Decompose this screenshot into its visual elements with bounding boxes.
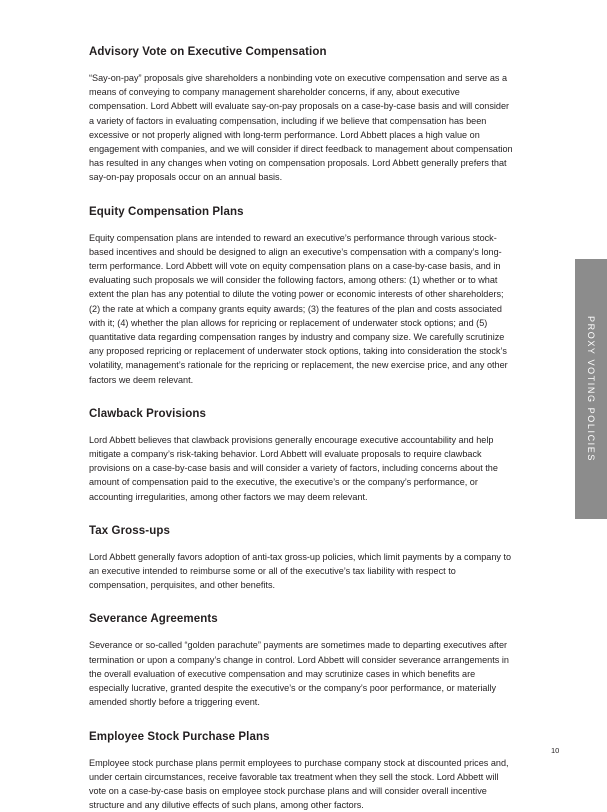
section-body: Lord Abbett believes that clawback provisions generally encourage executive accountability and help mitigate a company’s risk-taking behavior. Lord Abbett will evaluate proposals to require clawback provisions on a case-by-case basis and will consider a variety of factors, including concerns about the amount of compensation paid to the executive, the executive’s or the company’s performance, or accounting irregularities, among other factors we may deem relevant. [89, 433, 516, 504]
section-heading: Severance Agreements [89, 613, 516, 625]
side-tab [575, 259, 607, 519]
section-body: Lord Abbett generally favors adoption of anti-tax gross-up policies, which limit payments by a company to an executive intended to reimburse some or all of the executive’s tax liability with respect to compensation, perquisites, and other benefits. [89, 550, 516, 593]
section-employee-stock-purchase-plans [89, 731, 516, 812]
section-heading: Clawback Provisions [89, 408, 516, 420]
section-tax-gross-ups [89, 525, 516, 593]
section-heading: Advisory Vote on Executive Compensation [89, 46, 516, 58]
section-heading: Employee Stock Purchase Plans [89, 731, 516, 743]
section-equity-compensation-plans [89, 206, 516, 387]
section-heading: Equity Compensation Plans [89, 206, 516, 218]
section-body: “Say-on-pay” proposals give shareholders a nonbinding vote on executive compensation and serve as a means of conveying to company management shareholder concerns, if any, about executive compensation. Lord Abbett will evaluate say-on-pay proposals on a case-by-case basis and will consider a variety of factors in evaluating compensation, including if we believe that compensation has been excessive or not properly aligned with long-term performance. Lord Abbett places a high value on engagement with companies, and we will consider if direct feedback to management about compensation has resulted in any changes when voting on compensation proposals. Lord Abbett generally prefers that say-on-pay proposals occur on an annual basis. [89, 71, 516, 185]
side-tab-label: PROXY VOTING POLICIES [586, 316, 596, 462]
section-heading: Tax Gross-ups [89, 525, 516, 537]
section-clawback-provisions [89, 408, 516, 504]
section-body: Employee stock purchase plans permit employees to purchase company stock at discounted prices and, under certain circumstances, receive favorable tax treatment when they sell the stock. Lord Abbett will vote on a case-by-case basis on employee stock purchase plans and will consider overall incentive structure and any dilutive effects of such plans, among other factors. [89, 756, 516, 812]
section-body: Equity compensation plans are intended to reward an executive’s performance through various stock-based incentives and should be designed to align an executive’s compensation with a company’s long-term performance. Lord Abbett will vote on equity compensation plans on a case-by-case basis, and in evaluating such proposals we will consider the following factors, among others: (1) whether or to what extent the plan has any potential to dilute the voting power or economic interests of other shareholders; (2) the rate at which a company grants equity awards; (3) the features of the plan and costs associated with it; (4) whether the plan allows for repricing or replacement of underwater stock options; and (5) quantitative data regarding compensation ranges by industry and company size. We carefully scrutinize any proposed repricing or replacement of underwater stock options, taking into consideration the stock’s volatility, management’s rationale for the repricing or replacement, the new exercise price, and any other factors we deem relevant. [89, 231, 516, 387]
page-number: 10 [551, 746, 559, 755]
section-body: Severance or so-called “golden parachute” payments are sometimes made to departing executives after termination or upon a company’s change in control. Lord Abbett will consider severance arrangements in the overall evaluation of executive compensation and may scrutinize cases in which benefits are especially lucrative, granted despite the executive’s or the company’s poor performance, or materially amended shortly before a triggering event. [89, 638, 516, 709]
page-content [89, 46, 516, 812]
section-advisory-vote [89, 46, 516, 185]
section-severance-agreements [89, 613, 516, 709]
